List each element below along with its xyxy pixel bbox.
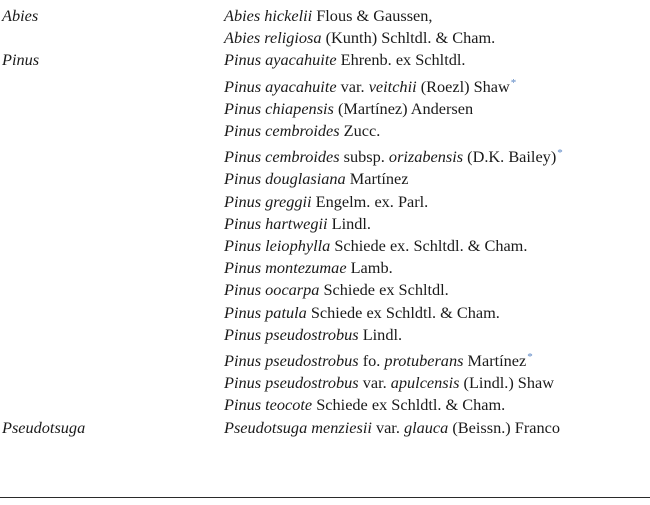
taxon-name-italic: Pinus pseudostrobus — [224, 324, 359, 344]
authority-text: Martínez — [345, 169, 409, 189]
authority-text: (Kunth) Schltdl. & Cham. — [321, 28, 496, 48]
footnote-asterisk: * — [557, 147, 563, 160]
genus-cell — [0, 213, 224, 235]
genus-cell — [0, 346, 224, 372]
authority-text: var. — [336, 76, 369, 96]
species-name-cell — [224, 27, 563, 49]
authority-text: Lamb. — [346, 258, 393, 278]
table-row — [0, 346, 563, 372]
species-table-body — [0, 5, 563, 439]
genus-cell — [0, 98, 224, 120]
genus-cell — [0, 27, 224, 49]
authority-text: (D.K. Bailey) — [463, 147, 557, 167]
genus-cell: Pseudotsuga — [2, 417, 86, 437]
taxon-name-italic: orizabensis — [388, 147, 464, 167]
taxon-name-italic: protuberans — [384, 351, 464, 371]
taxon-name-italic: Pinus pseudostrobus — [224, 351, 359, 371]
authority-text: Schiede ex Schldtl. & Cham. — [306, 302, 500, 322]
table-row — [0, 72, 563, 98]
species-name-cell — [224, 235, 563, 257]
taxon-name-italic: Pinus oocarpa — [224, 280, 320, 300]
authority-text: Schiede ex. Schltdl. & Cham. — [330, 236, 528, 256]
taxon-name-italic: glauca — [403, 417, 449, 437]
taxon-name-italic: Pinus greggii — [224, 191, 312, 211]
genus-cell — [0, 72, 224, 98]
authority-text: Martínez — [463, 351, 527, 371]
species-name-cell — [224, 191, 563, 213]
taxon-name-italic: Pinus ayacahuite — [224, 50, 337, 70]
genus-cell — [0, 191, 224, 213]
species-name-cell — [224, 120, 563, 142]
species-table — [0, 5, 563, 439]
taxon-name-italic: Pseudotsuga menziesii — [224, 417, 372, 437]
genus-cell — [0, 142, 224, 168]
species-name-cell — [224, 142, 563, 168]
authority-text: Flous & Gaussen, — [312, 6, 433, 25]
table-row — [0, 27, 563, 49]
table-row — [0, 372, 563, 394]
taxon-name-italic: Pinus patula — [224, 302, 307, 322]
table-row — [0, 142, 563, 168]
taxon-name-italic: Abies religiosa — [224, 28, 322, 48]
taxon-name-italic: apulcensis — [390, 373, 460, 393]
authority-text: Zucc. — [339, 121, 381, 141]
table-row — [0, 257, 563, 279]
table-row — [0, 417, 563, 439]
species-name-cell — [224, 346, 563, 372]
taxon-name-italic: Pinus cembroides — [224, 147, 340, 167]
table-row — [0, 279, 563, 301]
table-bottom-rule — [0, 497, 650, 498]
table-row — [0, 98, 563, 120]
taxon-name-italic: Abies hickelii — [224, 6, 313, 25]
authority-text: Engelm. ex. Parl. — [311, 191, 429, 211]
authority-text: (Lindl.) Shaw — [459, 373, 554, 393]
species-name-cell — [224, 257, 563, 279]
table-row — [0, 191, 563, 213]
authority-text: fo. — [358, 351, 385, 371]
genus-cell — [0, 302, 224, 324]
authority-text: (Beissn.) Franco — [448, 417, 560, 437]
species-name-cell — [224, 49, 563, 71]
authority-text: var. — [358, 373, 391, 393]
authority-text: subsp. — [339, 147, 389, 167]
genus-cell — [0, 394, 224, 416]
species-name-cell — [224, 324, 563, 346]
authority-text: var. — [371, 417, 404, 437]
genus-cell — [0, 235, 224, 257]
species-name-cell — [224, 279, 563, 301]
species-name-cell — [224, 302, 563, 324]
genus-cell — [0, 279, 224, 301]
authority-text: Lindl. — [327, 213, 371, 233]
genus-cell — [0, 168, 224, 190]
species-name-cell — [224, 168, 563, 190]
authority-text: (Martínez) Andersen — [333, 98, 474, 118]
footnote-asterisk: * — [510, 76, 517, 89]
taxon-name-italic: Pinus montezumae — [224, 258, 347, 278]
table-row — [0, 235, 563, 257]
genus-cell — [0, 120, 224, 142]
genus-cell — [0, 257, 224, 279]
genus-cell — [0, 324, 224, 346]
table-row — [0, 394, 563, 416]
species-name-cell — [224, 98, 563, 120]
species-name-cell — [224, 417, 563, 439]
authority-text: Schiede ex Schldtl. & Cham. — [312, 395, 506, 415]
taxon-name-italic: Pinus leiophylla — [224, 236, 331, 256]
genus-cell: Pinus — [2, 50, 40, 70]
genus-cell — [0, 372, 224, 394]
authority-text: Schiede ex Schltdl. — [319, 280, 449, 300]
species-name-cell — [224, 394, 563, 416]
authority-text: Lindl. — [358, 324, 403, 344]
taxon-name-italic: veitchii — [368, 76, 417, 96]
genus-cell: Abies — [2, 6, 39, 25]
species-name-cell — [224, 213, 563, 235]
taxon-name-italic: Pinus douglasiana — [224, 169, 346, 189]
table-row — [0, 324, 563, 346]
table-row — [0, 49, 563, 71]
species-name-cell — [224, 72, 563, 98]
species-name-cell — [224, 372, 563, 394]
table-row — [0, 5, 563, 27]
taxon-name-italic: Pinus pseudostrobus — [224, 373, 359, 393]
taxon-name-italic: Pinus ayacahuite — [224, 76, 337, 96]
taxon-name-italic: Pinus cembroides — [224, 121, 340, 141]
table-row — [0, 213, 563, 235]
table-row — [0, 302, 563, 324]
taxon-name-italic: Pinus teocote — [224, 395, 313, 415]
species-name-cell — [224, 5, 563, 27]
footnote-asterisk: * — [527, 351, 533, 364]
taxon-name-italic: Pinus chiapensis — [224, 98, 334, 118]
table-row — [0, 120, 563, 142]
authority-text: Ehrenb. ex Schltdl. — [336, 50, 466, 70]
authority-text: (Roezl) Shaw — [416, 76, 510, 96]
table-row — [0, 168, 563, 190]
taxon-name-italic: Pinus hartwegii — [224, 213, 328, 233]
